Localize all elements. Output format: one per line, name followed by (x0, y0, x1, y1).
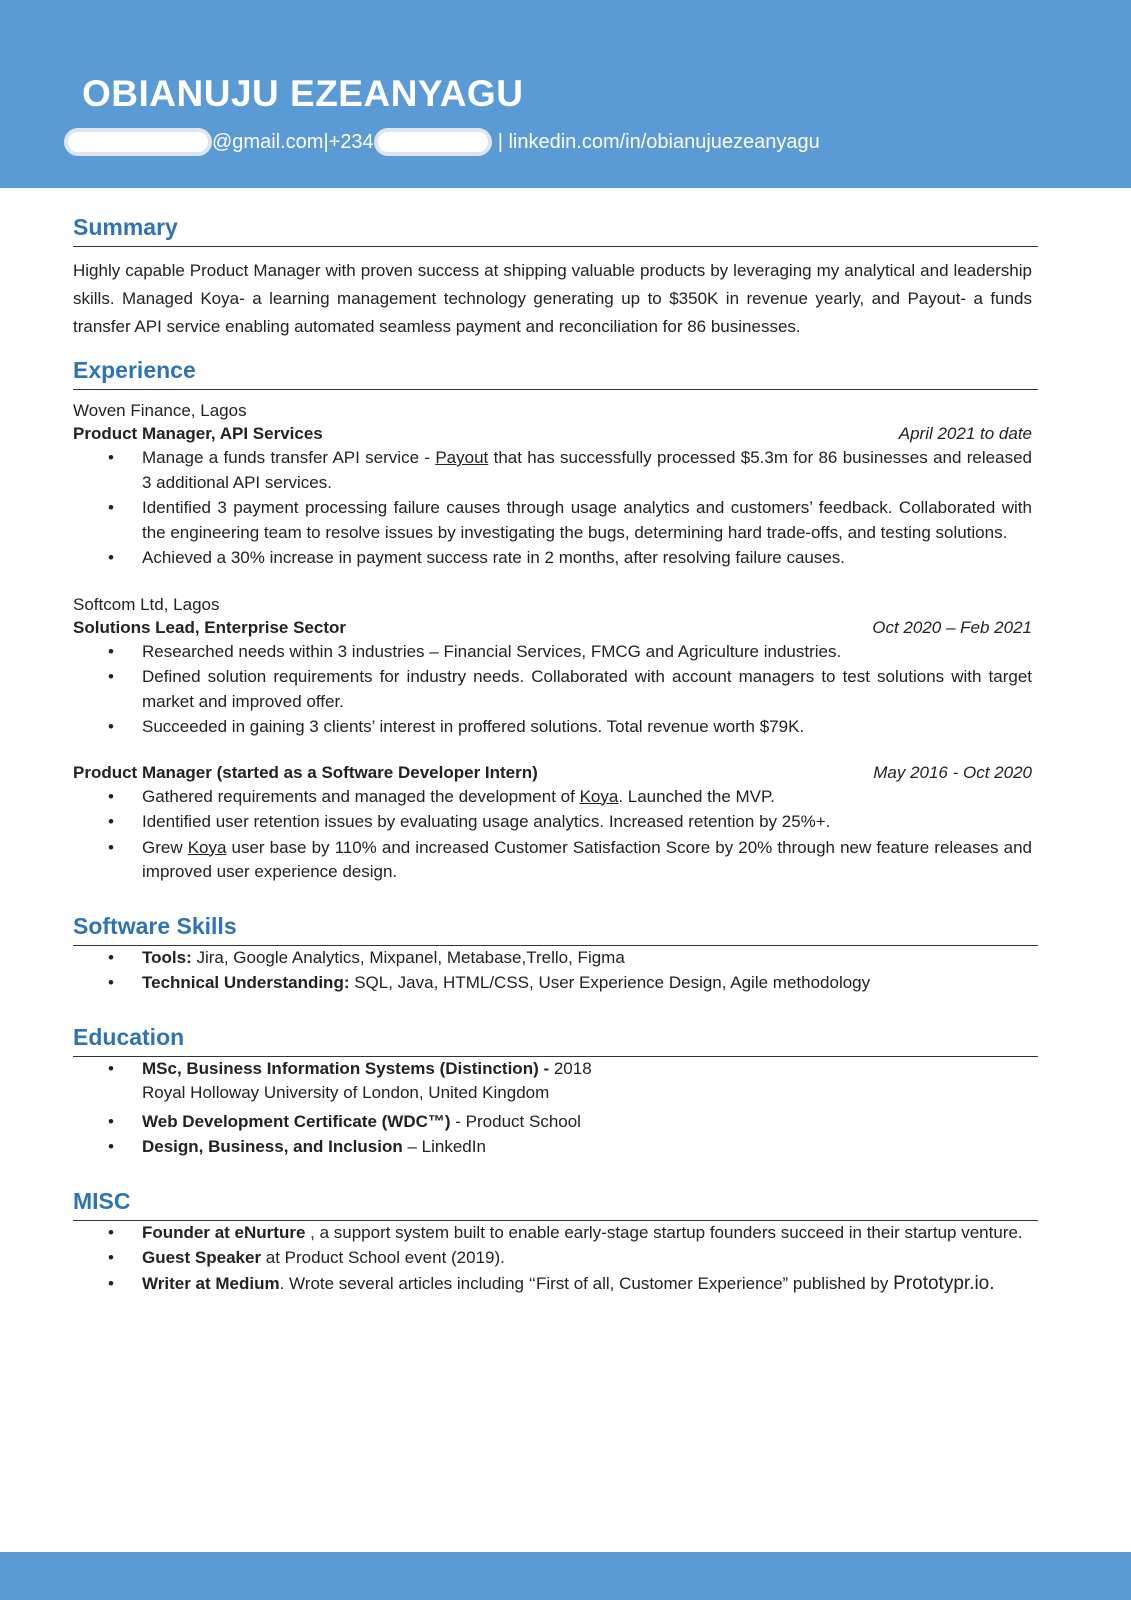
role-title: Solutions Lead, Enterprise Sector (73, 617, 347, 637)
redacted-email-user (64, 128, 212, 156)
misc-label: Guest Speaker (142, 1248, 262, 1267)
koya-link[interactable]: Koya (579, 786, 619, 806)
role-date: Oct 2020 – Feb 2021 (872, 617, 1032, 637)
certificate-title: Web Development Certificate (WDC™) (142, 1111, 451, 1131)
course-title: Design, Business, and Inclusion (142, 1137, 403, 1156)
role-row (73, 422, 1032, 446)
company-name: Softcom Ltd, Lagos (73, 594, 220, 614)
role-title: Product Manager (started as a Software Developer Intern) (73, 762, 538, 782)
skill-label: Technical Understanding: (142, 973, 350, 992)
job-bullets (73, 785, 1032, 885)
misc-list (73, 1221, 1032, 1297)
header-band (0, 0, 1131, 188)
bullet-item: • Defined solution requirements for industry needs. Collaborated with account managers to test solutions with target market and improved offer. (73, 665, 1032, 714)
phone-prefix: |+234 (323, 130, 374, 153)
degree-year: 2018 (553, 1058, 592, 1078)
skill-item (73, 946, 1032, 971)
skill-values: Jira, Google Analytics, Mixpanel, Metabase,Trello, Figma (191, 947, 625, 967)
misc-label: Writer at Medium (142, 1273, 280, 1293)
role-row (73, 616, 1032, 640)
experience-section (73, 355, 1035, 885)
misc-heading: MISC (73, 1186, 1038, 1221)
misc-label: Founder at eNurture (142, 1222, 306, 1242)
bullet-text: Manage a funds transfer API service - (142, 448, 436, 467)
education-heading: Education (73, 1022, 1038, 1057)
bullet-item (73, 446, 1032, 495)
job-bullets (73, 640, 1032, 740)
summary-heading: Summary (73, 212, 1038, 247)
role-title: Product Manager, API Services (73, 424, 323, 443)
education-section (73, 1022, 1035, 1160)
degree-title: MSc, Business Information Systems (Distinction) - (142, 1058, 554, 1078)
resume-body (73, 212, 1035, 1308)
misc-text: . Wrote several articles including ‘‘First of all, Customer Experience” published by (279, 1273, 894, 1293)
bullet-item (73, 785, 1032, 810)
skill-label: Tools: (142, 947, 192, 967)
bullet-text: that has successfully processed $5.3m for 86 businesses and released 3 additional API services. (142, 448, 1032, 492)
education-item (73, 1057, 1032, 1106)
koya-link[interactable]: Koya (187, 837, 227, 857)
role-row (73, 761, 1032, 785)
bullet-item: • Succeeded in gaining 3 clients’ interest in proffered solutions. Total revenue worth $79K. (73, 715, 1032, 740)
skills-heading: Software Skills (73, 911, 1038, 946)
misc-text: at Product School event (2019). (261, 1248, 505, 1267)
bullet-item: • Researched needs within 3 industries – Financial Services, FMCG and Agriculture industries. (73, 640, 1032, 665)
summary-section (73, 212, 1035, 341)
misc-item (73, 1272, 1032, 1297)
bullet-text: user base by 110% and increased Customer Satisfaction Score by 20% through new feature releases and improved user experience design. (142, 837, 1032, 881)
company-name: Woven Finance, Lagos (73, 401, 247, 420)
candidate-name: OBIANUJU EZEANYAGU (82, 73, 524, 114)
skills-section (73, 911, 1035, 996)
bullet-item (73, 836, 1032, 885)
bullet-text: . Launched the MVP. (618, 786, 775, 806)
misc-text-end: Prototypr.io. (893, 1272, 995, 1294)
job-bullets (73, 446, 1032, 571)
linkedin-link[interactable]: | linkedin.com/in/obianujuezeanyagu (497, 130, 820, 153)
payout-link[interactable]: Payout (435, 448, 489, 467)
misc-item (73, 1246, 1032, 1271)
certificate-issuer: - Product School (450, 1111, 581, 1131)
misc-text: , a support system built to enable early-stage startup founders succeed in their startup venture. (305, 1222, 1023, 1242)
footer-band (0, 1552, 1131, 1600)
bullet-item: • Identified user retention issues by evaluating usage analytics. Increased retention by 25%+. (73, 810, 1032, 835)
contact-line (64, 126, 820, 158)
role-date: May 2016 - Oct 2020 (873, 762, 1032, 782)
bullet-text: Grew (142, 837, 188, 857)
misc-item (73, 1221, 1032, 1246)
education-list (73, 1057, 1032, 1160)
skill-item (73, 971, 1032, 996)
education-item (73, 1135, 1032, 1160)
redacted-phone-number (374, 128, 492, 156)
education-item (73, 1110, 1032, 1135)
bullet-item: • Achieved a 30% increase in payment success rate in 2 months, after resolving failure causes. (73, 546, 1032, 571)
bullet-text: Gathered requirements and managed the development of (142, 786, 580, 806)
course-issuer: – LinkedIn (402, 1137, 486, 1156)
skill-values: SQL, Java, HTML/CSS, User Experience Design, Agile methodology (349, 973, 871, 992)
bullet-item: • Identified 3 payment processing failure causes through usage analytics and customers’ feedback. Collaborated with the engineering team to resolve issues by investigating the bugs, determining hard trade-offs, and testing solutions. (73, 496, 1032, 545)
misc-section (73, 1186, 1035, 1297)
skills-list (73, 946, 1032, 996)
role-date: April 2021 to date (898, 424, 1032, 443)
school-name: Royal Holloway University of London, United Kingdom (142, 1083, 550, 1102)
email-domain: @gmail.com (212, 130, 324, 153)
summary-text: Highly capable Product Manager with proven success at shipping valuable products by leveraging my analytical and leadership skills. Managed Koya- a learning management technology generating up to $350K in revenue yearly, and Payout- a funds transfer API service enabling automated seamless payment and reconciliation for 86 businesses. (73, 261, 1032, 336)
experience-heading: Experience (73, 355, 1038, 390)
